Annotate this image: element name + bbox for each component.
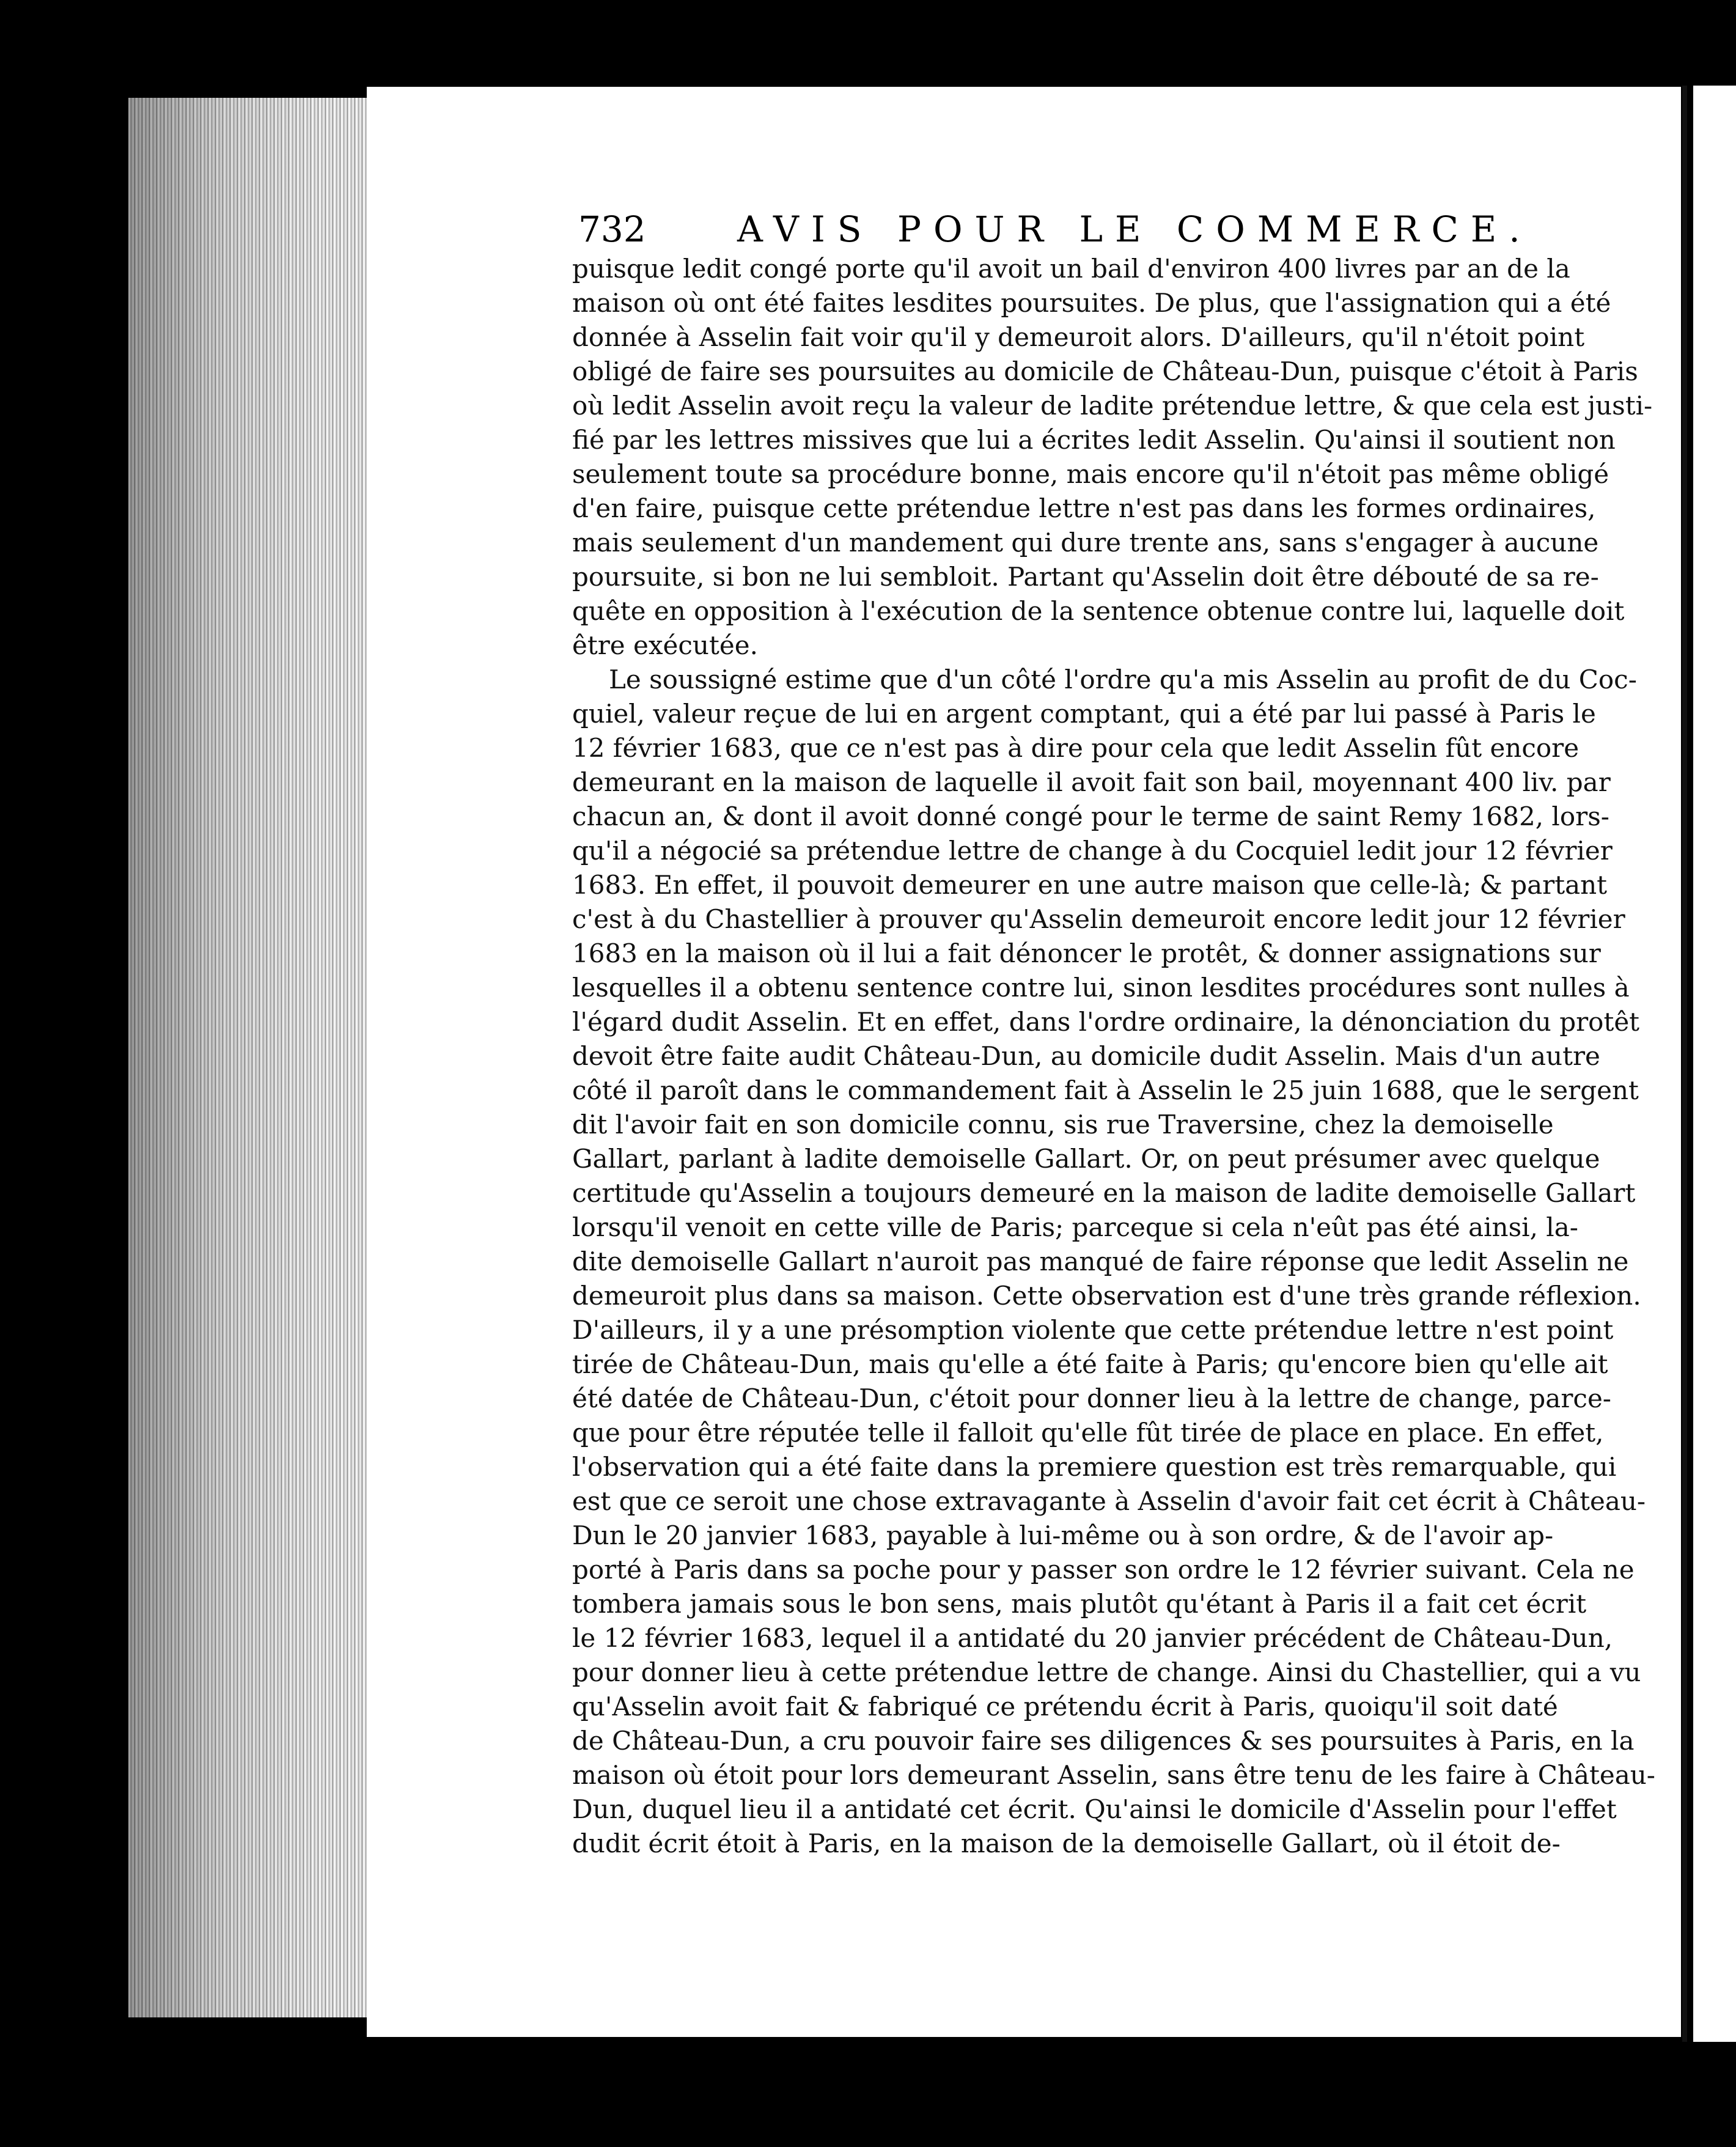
text-line: 1683 en la maison où il lui a fait dénoncer le protêt, & donner assignations sur (572, 938, 1601, 968)
text-line: Le soussigné estime que d'un côté l'ordre qu'a mis Asselin au profit de du Coc- (609, 665, 1637, 694)
text-line: porté à Paris dans sa poche pour y passer son ordre le 12 février suivant. Cela ne (572, 1555, 1635, 1585)
text-line: été datée de Château-Dun, c'étoit pour donner lieu à la lettre de change, parce- (572, 1383, 1611, 1413)
text-line: fié par les lettres missives que lui a écrites ledit Asselin. Qu'ainsi il soutient non (572, 425, 1616, 455)
text-line: dite demoiselle Gallart n'auroit pas manqué de faire réponse que ledit Asselin ne (572, 1247, 1629, 1276)
text-line: dudit écrit étoit à Paris, en la maison de la demoiselle Gallart, où il étoit de- (572, 1828, 1561, 1858)
text-line: chacun an, & dont il avoit donné congé pour le terme de saint Remy 1682, lors- (572, 801, 1609, 831)
text-line: côté il paroît dans le commandement fait à Asselin le 25 juin 1688, que le sergent (572, 1075, 1639, 1105)
text-line: l'égard dudit Asselin. Et en effet, dans l'ordre ordinaire, la dénonciation du protêt (572, 1007, 1640, 1037)
text-line: est que ce seroit une chose extravagante à Asselin d'avoir fait cet écrit à Château- (572, 1486, 1646, 1516)
text-line: qu'il a négocié sa prétendue lettre de change à du Cocquiel ledit jour 12 février (572, 836, 1613, 866)
text-line: l'observation qui a été faite dans la premiere question est très remarquable, qui (572, 1452, 1617, 1482)
book-page-edges-shadow (128, 98, 373, 2017)
text-line: quête en opposition à l'exécution de la sentence obtenue contre lui, laquelle doit (572, 596, 1625, 626)
text-line: lorsqu'il venoit en cette ville de Paris; parceque si cela n'eût pas été ainsi, la- (572, 1212, 1578, 1242)
text-line: demeurant en la maison de laquelle il avoit fait son bail, moyennant 400 liv. par (572, 767, 1611, 797)
running-title: AVIS POUR LE COMMERCE. (737, 208, 1532, 250)
text-line: donnée à Asselin fait voir qu'il y demeuroit alors. D'ailleurs, qu'il n'étoit point (572, 322, 1585, 352)
text-line: devoit être faite audit Château-Dun, au domicile dudit Asselin. Mais d'un autre (572, 1041, 1600, 1071)
text-line: pour donner lieu à cette prétendue lettre de change. Ainsi du Chastellier, qui a vu (572, 1657, 1641, 1687)
text-line: tirée de Château-Dun, mais qu'elle a été faite à Paris; qu'encore bien qu'elle ait (572, 1349, 1608, 1379)
text-line: être exécutée. (572, 630, 758, 660)
book-gutter (1682, 86, 1687, 2042)
text-line: maison où ont été faites lesdites poursuites. De plus, que l'assignation qui a été (572, 288, 1611, 318)
page-header (578, 208, 1532, 251)
text-line: dit l'avoir fait en son domicile connu, sis rue Traversine, chez la demoiselle (572, 1110, 1554, 1140)
text-line: le 12 février 1683, lequel il a antidaté du 20 janvier précédent de Château-Dun, (572, 1623, 1613, 1653)
text-line: seulement toute sa procédure bonne, mais encore qu'il n'étoit pas même obligé (572, 459, 1609, 489)
text-line: tombera jamais sous le bon sens, mais plutôt qu'étant à Paris il a fait cet écrit (572, 1589, 1587, 1619)
text-line: 1683. En effet, il pouvoit demeurer en une autre maison que celle-là; & partant (572, 870, 1608, 900)
text-line: qu'Asselin avoit fait & fabriqué ce prétendu écrit à Paris, quoiqu'il soit daté (572, 1692, 1558, 1722)
text-line: lesquelles il a obtenu sentence contre lui, sinon lesdites procédures sont nulles à (572, 973, 1630, 1003)
text-line: Gallart, parlant à ladite demoiselle Gallart. Or, on peut présumer avec quelque (572, 1144, 1600, 1174)
text-line: obligé de faire ses poursuites au domicile de Château-Dun, puisque c'étoit à Paris (572, 356, 1638, 386)
text-line: poursuite, si bon ne lui sembloit. Partant qu'Asselin doit être débouté de sa re- (572, 562, 1599, 592)
text-line: D'ailleurs, il y a une présomption violente que cette prétendue lettre n'est point (572, 1315, 1614, 1345)
text-line: puisque ledit congé porte qu'il avoit un bail d'environ 400 livres par an de la (572, 254, 1570, 284)
text-line: quiel, valeur reçue de lui en argent comptant, qui a été par lui passé à Paris le (572, 699, 1596, 729)
text-line: Dun, duquel lieu il a antidaté cet écrit. Qu'ainsi le domicile d'Asselin pour l'effet (572, 1794, 1617, 1824)
text-line: 12 février 1683, que ce n'est pas à dire pour cela que ledit Asselin fût encore (572, 733, 1580, 763)
text-line: maison où étoit pour lors demeurant Asselin, sans être tenu de les faire à Château- (572, 1760, 1655, 1790)
text-line: mais seulement d'un mandement qui dure trente ans, sans s'engager à aucune (572, 528, 1599, 558)
facing-page-edge (1693, 86, 1736, 2042)
page-number: 732 (578, 208, 646, 250)
text-line: que pour être réputée telle il falloit qu'elle fût tirée de place en place. En effet, (572, 1418, 1604, 1448)
text-line: demeuroit plus dans sa maison. Cette observation est d'une très grande réflexion. (572, 1281, 1641, 1311)
text-line: où ledit Asselin avoit reçu la valeur de ladite prétendue lettre, & que cela est justi- (572, 391, 1653, 421)
body-text (572, 252, 1655, 1861)
text-line: c'est à du Chastellier à prouver qu'Asselin demeuroit encore ledit jour 12 février (572, 904, 1625, 934)
paragraph-1 (572, 252, 1653, 663)
text-line: d'en faire, puisque cette prétendue lettre n'est pas dans les formes ordinaires, (572, 493, 1596, 523)
text-line: de Château-Dun, a cru pouvoir faire ses diligences & ses poursuites à Paris, en la (572, 1726, 1635, 1756)
paragraph-2 (572, 663, 1655, 1861)
text-line: Dun le 20 janvier 1683, payable à lui-même ou à son ordre, & de l'avoir ap- (572, 1520, 1554, 1550)
text-line: certitude qu'Asselin a toujours demeuré en la maison de ladite demoiselle Gallart (572, 1178, 1636, 1208)
